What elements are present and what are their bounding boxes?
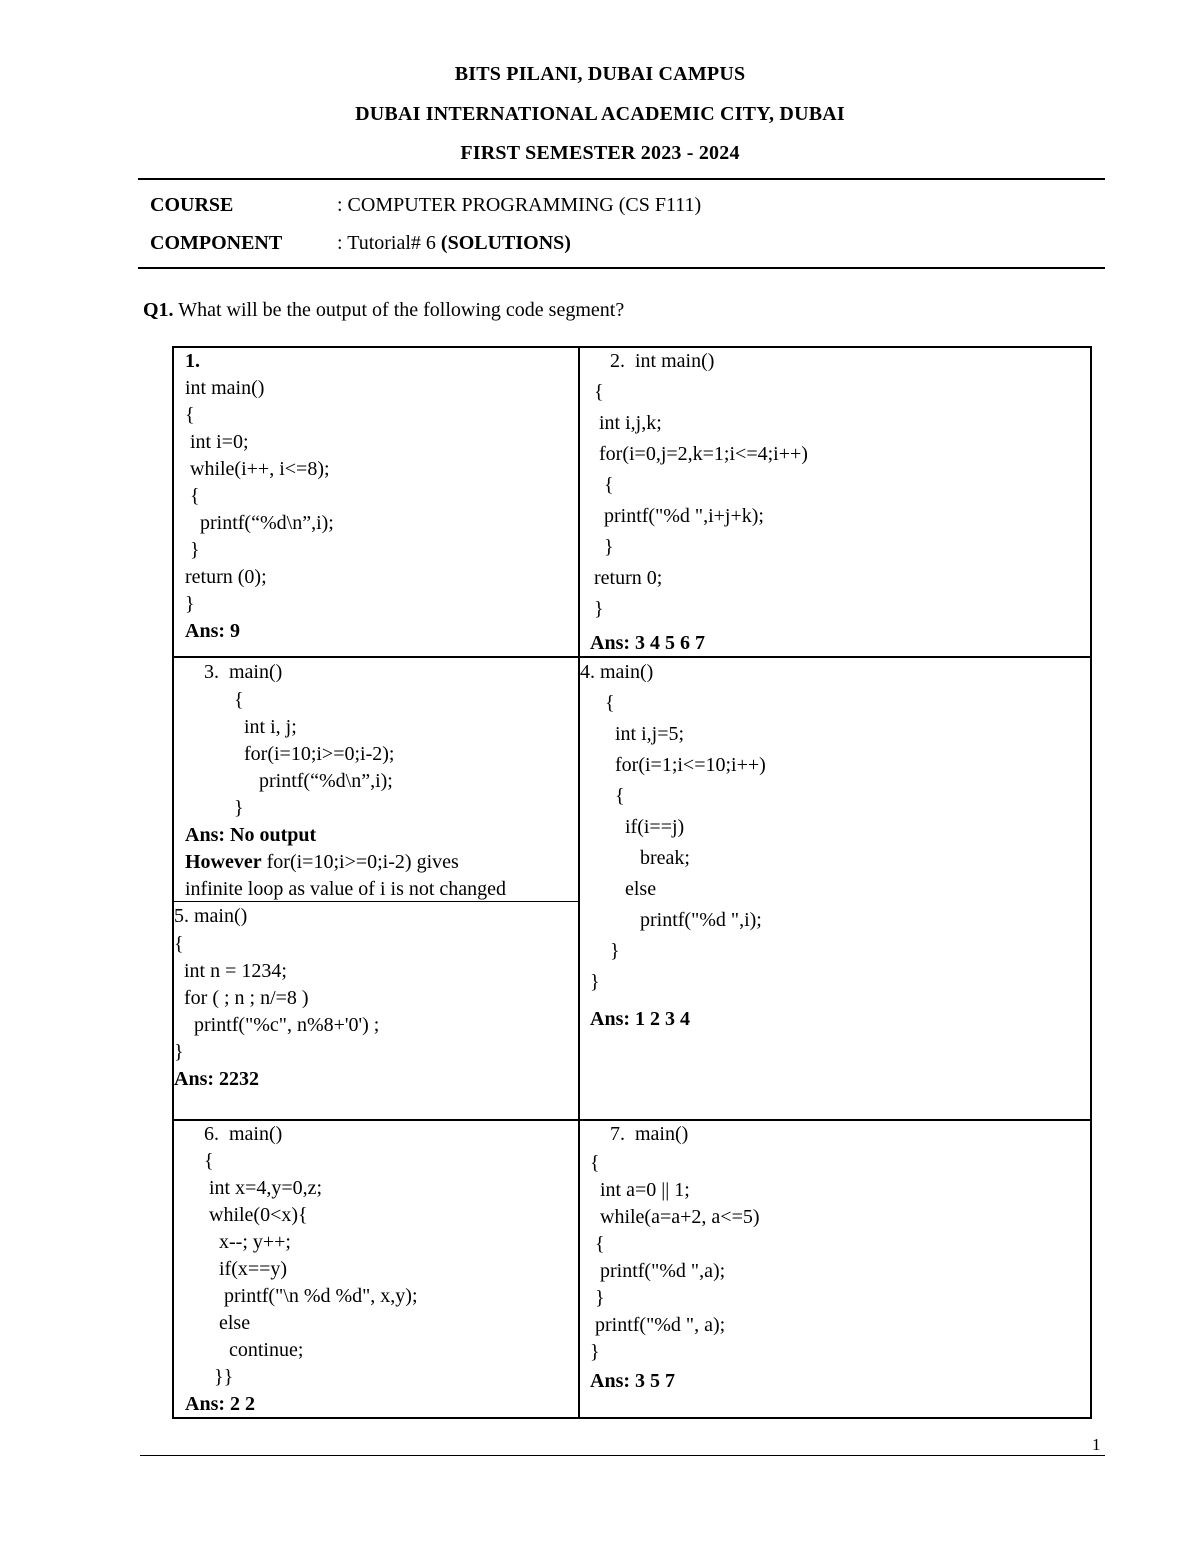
code-line: continue;	[194, 1339, 304, 1361]
code-line: }	[174, 1041, 184, 1063]
code-line: {	[590, 692, 615, 714]
component-value-text: : Tutorial# 6	[337, 232, 441, 254]
code-line: }	[590, 1287, 605, 1309]
code-line: {	[594, 474, 614, 496]
cell-2	[580, 348, 1090, 656]
code-line: else	[194, 1312, 251, 1334]
code-line: while(i++, i<=8);	[185, 458, 330, 480]
question-label: Q1.	[143, 299, 174, 321]
cell-3	[174, 658, 578, 901]
code-line: }	[594, 536, 614, 558]
code-line: {	[590, 785, 625, 807]
code-line: }	[590, 1341, 600, 1363]
code-line: {	[590, 1152, 600, 1174]
code-line: {	[594, 381, 604, 403]
answer-note	[185, 851, 459, 874]
code-line: while(0<x){	[194, 1204, 308, 1226]
code-line: printf(“%d\n”,i);	[204, 770, 393, 792]
page-number: 1	[1092, 1435, 1101, 1454]
code-line: break;	[590, 847, 690, 869]
course-value: : COMPUTER PROGRAMMING (CS F111)	[337, 194, 702, 216]
code-line: int i=0;	[185, 431, 249, 453]
code-line: for ( ; n ; n/=8 )	[174, 987, 309, 1009]
code-line: printf("%d ",a);	[590, 1260, 726, 1282]
code-line: 3. main()	[204, 661, 283, 683]
code-line: 7. main()	[610, 1123, 689, 1145]
code-line: for(i=0,j=2,k=1;i<=4;i++)	[594, 443, 808, 465]
footer-rule	[140, 1455, 1105, 1456]
code-line: {	[185, 485, 200, 507]
code-line: }	[590, 971, 600, 993]
cell-5	[174, 902, 578, 1119]
code-line: 6. main()	[204, 1123, 283, 1145]
code-line: int a=0 || 1;	[590, 1179, 690, 1201]
table-border-right	[1090, 346, 1092, 1419]
component-value-bold: (SOLUTIONS)	[440, 232, 571, 254]
cell-1	[174, 348, 578, 656]
answer-note-bold: However	[185, 851, 262, 873]
code-line: int n = 1234;	[174, 960, 287, 982]
code-line: {	[590, 1233, 605, 1255]
answer: Ans: 3 4 5 6 7	[590, 632, 706, 654]
cell-6	[174, 1121, 578, 1417]
answer: Ans: 2 2	[185, 1393, 256, 1415]
code-line: }	[204, 797, 244, 819]
code-line: printf("\n %d %d", x,y);	[194, 1285, 418, 1307]
code-line: int x=4,y=0,z;	[194, 1177, 323, 1199]
answer: Ans: 3 5 7	[590, 1370, 676, 1392]
code-line: }	[185, 539, 200, 561]
code-line: }}	[194, 1366, 234, 1388]
code-line: 5. main()	[174, 905, 248, 927]
code-line: if(i==j)	[590, 816, 685, 838]
code-line: }	[594, 598, 604, 620]
header-semester: FIRST SEMESTER 2023 - 2024	[460, 142, 740, 164]
code-line: 1.	[185, 350, 200, 372]
code-line: if(x==y)	[194, 1258, 288, 1280]
code-line: printf("%d ",i);	[590, 909, 762, 931]
code-line: {	[194, 1150, 214, 1172]
code-line: for(i=10;i>=0;i-2);	[204, 743, 395, 765]
code-line: printf(“%d\n”,i);	[185, 512, 334, 534]
code-line: int i,j=5;	[590, 723, 685, 745]
header-rule-top	[138, 178, 1105, 180]
question-heading	[143, 299, 624, 322]
course-label: COURSE	[150, 194, 234, 216]
code-line: return (0);	[185, 566, 267, 588]
code-line: 4. main()	[580, 661, 654, 683]
code-line: int i,j,k;	[594, 412, 662, 434]
cell-7	[580, 1121, 1090, 1417]
code-line: {	[185, 404, 195, 426]
code-line: int main()	[185, 377, 265, 399]
code-line: int i, j;	[204, 716, 297, 738]
code-line: }	[185, 593, 195, 615]
cell-4	[580, 658, 1090, 1119]
code-line: for(i=1;i<=10;i++)	[590, 754, 766, 776]
code-line: else	[590, 878, 657, 900]
answer-note-text: for(i=10;i>=0;i-2) gives	[261, 851, 459, 873]
code-line: printf("%d ",i+j+k);	[594, 505, 764, 527]
code-line: printf("%c", n%8+'0') ;	[174, 1014, 380, 1036]
answer-note-line2: infinite loop as value of i is not changed	[185, 878, 507, 900]
code-line: printf("%d ", a);	[590, 1314, 726, 1336]
answer: Ans: No output	[185, 824, 317, 846]
header-campus: BITS PILANI, DUBAI CAMPUS	[454, 63, 746, 85]
component-value	[337, 232, 571, 255]
code-line: x--; y++;	[194, 1231, 291, 1253]
answer: Ans: 2232	[174, 1068, 260, 1090]
code-line: {	[174, 933, 184, 955]
code-line: {	[204, 689, 244, 711]
answer: Ans: 1 2 3 4	[590, 1008, 691, 1030]
answer: Ans: 9	[185, 620, 241, 642]
header-rule-bottom	[138, 267, 1105, 269]
table-border-bottom	[172, 1417, 1092, 1419]
question-text: What will be the output of the following code segment?	[173, 299, 625, 321]
code-line: 2. int main()	[610, 350, 715, 372]
component-label: COMPONENT	[150, 232, 283, 254]
header-city: DUBAI INTERNATIONAL ACADEMIC CITY, DUBAI	[355, 103, 845, 125]
code-line: while(a=a+2, a<=5)	[590, 1206, 760, 1228]
code-line: }	[590, 940, 620, 962]
code-line: return 0;	[594, 567, 663, 589]
